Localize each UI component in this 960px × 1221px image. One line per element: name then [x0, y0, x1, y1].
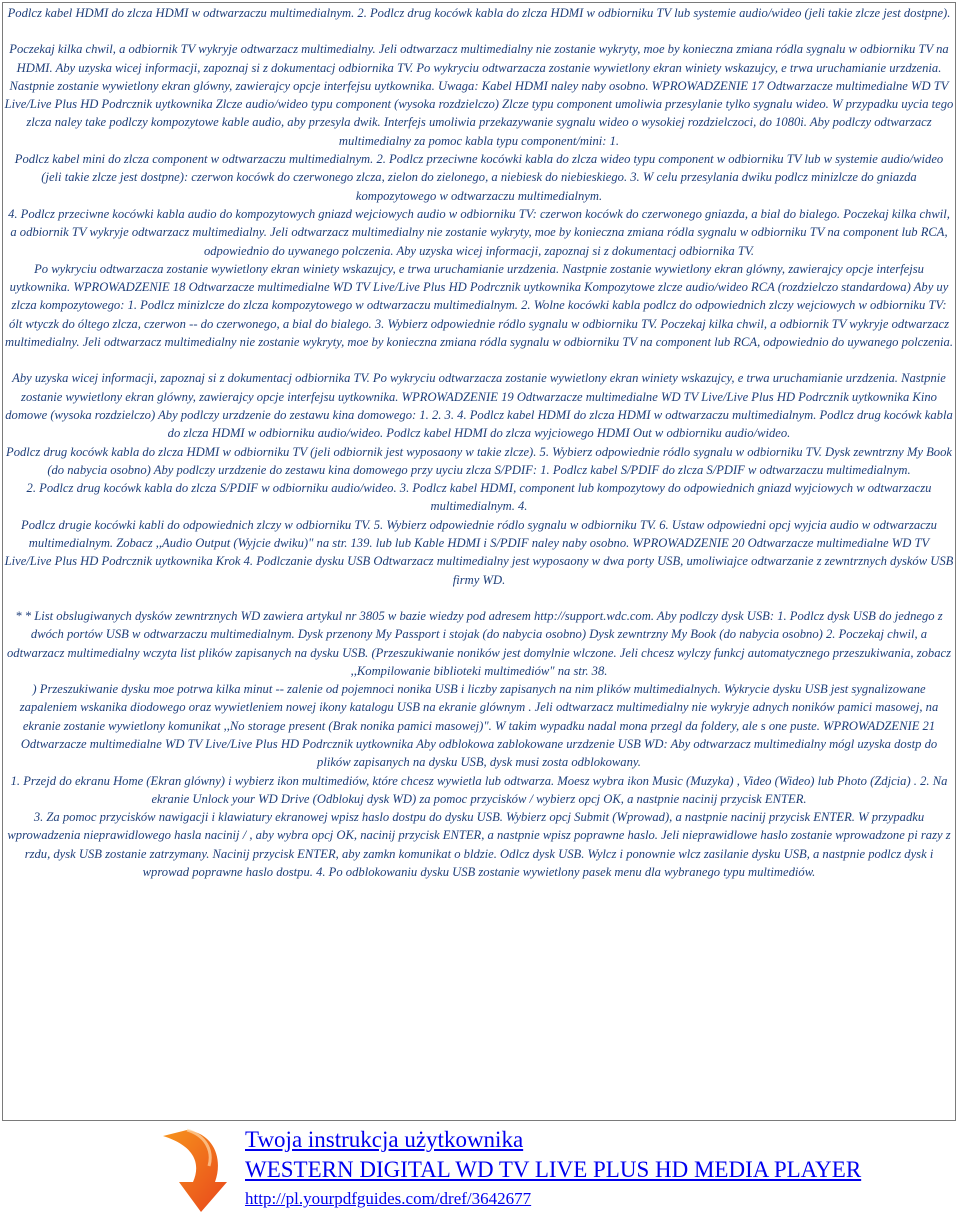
paragraph: ) Przeszukiwanie dysku moe potrwa kilka minut -- zalenie od pojemnoci nonika USB i liczby zapisanych na nim plików multimedialnych. Wykrycie dysku USB jest sygnalizowane zapaleniem wskanika diodowego oraz wywietleniem nowej ikony katalogu USB na ekranie glównym . Jeli odtwarzacz multimedialny nie wykryje adnych noników pamici masowej, na ekranie zostanie wywietlony komunikat ,,No storage present (Brak nonika pamici masowej)". W takim wypadku nadal mona przegl da foldery, ale s one puste. WPROWADZENIE 21 Odtwarzacze multimedialne WD TV Live/Live Plus HD Podrcznik uytkownika Aby odblokowa zablokowane urzdzenie USB WD: Aby odtwarzacz multimedialny mógl uzyska dostp do plików zapisanych na dysku USB, dysk musi zosta odblokowany.	[19, 682, 939, 770]
paragraph: 1. Przejd do ekranu Home (Ekran glówny) i wybierz ikon multimediów, które chcesz wywietla lub odtwarza. Moesz wybra ikon Music (Muzyka) , Video (Wideo) lub Photo (Zdjcia) . 2. Na ekranie Unlock your WD Drive (Odblokuj dysk WD) za pomoc przycisków / wybierz opcj OK, a nastpnie nacinij przycisk ENTER.	[10, 773, 948, 806]
paragraph: Podlcz kabel mini do zlcza component w odtwarzaczu multimedialnym. 2. Podlcz przeciwne kocówki kabla do zlcza wideo typu component w odbiorniku TV lub w systemie audio/wideo (jeli takie zlcze jest dostpne): czerwon kocówk do czerwonego zlcza, zielon do zielonego, a niebiesk do niebieskiego. 3. W celu przesylania dwiku podlcz minizlcze do gniazda kompozytowego w odtwarzaczu multimedialnym.	[14, 152, 944, 203]
manual-title-link[interactable]: Twoja instrukcja użytkownika	[245, 1127, 524, 1152]
paragraph: Podlcz drug kocówk kabla do zlcza HDMI w odbiorniku TV (jeli odbiornik jest wyposaony w takie zlcze). 5. Wybierz odpowiednie ródlo sygnalu w odbiorniku TV. Dysk zewntrzny My Book (do nabycia osobno) Aby podlczy urzdzenie do zestawu kina domowego przy uyciu zlcza S/PDIF: 1. Podlcz kabel S/PDIF do zlcza S/PDIF w odtwarzaczu multimedialnym.	[6, 444, 952, 477]
footer	[0, 1121, 960, 1221]
manual-text	[4, 4, 954, 881]
paragraph: Poczekaj kilka chwil, a odbiornik TV wykryje odtwarzacz multimedialny. Jeli odtwarzacz multimedialny nie zostanie wykryty, moe by konieczna zmiana ródla sygnalu w odbiorniku TV na HDMI. Aby uzyska wicej informacji, zapoznaj si z dokumentacj odbiornika TV. Po wykryciu odtwarzacza zostanie wywietlony ekran winiety wskazujcy, e trwa uruchamianie urzdzenia. Nastpnie zostanie wywietlony ekran glówny, zawierajcy opcje interfejsu uytkownika. Uwaga: Kabel HDMI naley naby osobno. WPROWADZENIE 17 Odtwarzacze multimedialne WD TV Live/Live Plus HD Podrcznik uytkownika Zlcze audio/wideo typu component (wysoka rozdzielczo) Zlcze typu component umoliwia przesylanie tylko sygnalu wideo. W przypadku uycia tego zlcza naley take podlczy kompozytowe kable audio, aby przesyla dwik. Interfejs umoliwia przekazywanie sygnalu wideo o wysokiej rozdzielczoci, do 1080i. Aby podlczy odtwarzacz multimedialny za pomoc kabla typu component/mini: 1.	[4, 42, 954, 148]
manual-url-link[interactable]: http://pl.yourpdfguides.com/dref/3642677	[245, 1189, 532, 1208]
paragraph: Aby uzyska wicej informacji, zapoznaj si z dokumentacj odbiornika TV. Po wykryciu odtwarzacza zostanie wywietlony ekran winiety wskazujcy, e trwa uruchamianie urzdzenia. Nastpnie zostanie wywietlony ekran glówny, zawierajcy opcje interfejsu uytkownika. WPROWADZENIE 19 Odtwarzacze multimedialne WD TV Live/Live Plus HD Podrcznik uytkownika Kino domowe (wysoka rozdzielczo) Aby podlczy urzdzenie do zestawu kina domowego: 1. 2. 3. 4. Podlcz kabel HDMI do zlcza HDMI w odtwarzaczu multimedialnym. Podlcz drug kocówk kabla do zlcza HDMI w odbiorniku audio/wideo. Podlcz kabel HDMI do zlcza wyjciowego HDMI Out w odbiorniku audio/wideo.	[5, 371, 953, 441]
product-name-link[interactable]: WESTERN DIGITAL WD TV LIVE PLUS HD MEDIA PLAYER	[245, 1157, 862, 1182]
pdf-arrow-icon	[157, 1126, 233, 1216]
paragraph: 2. Podlcz drug kocówk kabla do zlcza S/PDIF w odbiorniku audio/wideo. 3. Podlcz kabel HDMI, component lub kompozytowy do odpowiednich gniazd wyjciowych w odtwarzaczu multimedialnym. 4.	[26, 481, 932, 514]
paragraph: 3. Za pomoc przycisków nawigacji i klawiatury ekranowej wpisz haslo dostpu do dysku USB. Wybierz opcj Submit (Wprowad), a nastpnie nacinij przycisk ENTER. W przypadku wprowadzenia nieprawidlowego hasla nacinij / , aby wybra opcj OK, nacinij przycisk ENTER, a nastpnie wpisz poprawne haslo. Jeli nieprawidlowe haslo zostanie wprowadzone pi razy z rzdu, dysk USB zostanie zatrzymany. Nacinij przycisk ENTER, aby zamkn komunikat o bldzie. Odlcz dysk USB. Wylcz i ponownie wlcz zasilanie dysku USB, a nastpnie podlcz dysk i wprowad poprawne haslo dostpu. 4. Po odblokowaniu dysku USB zostanie wywietlony pasek menu dla wybranego typu multimediów.	[7, 810, 951, 880]
paragraph: 4. Podlcz przeciwne kocówki kabla audio do kompozytowych gniazd wejciowych audio w odbiorniku TV: czerwon kocówk do czerwonego gniazda, a bial do bialego. Poczekaj kilka chwil, a odbiornik TV wykryje odtwarzacz multimedialny. Jeli odtwarzacz multimedialny nie zostanie wykryty, moe by konieczna zmiana ródla sygnalu w odbiorniku TV na component lub RCA, odpowiednio do uywanego polczenia. Aby uzyska wicej informacji, zapoznaj si z dokumentacj odbiornika TV.	[8, 206, 950, 258]
paragraph: Podlcz kabel HDMI do zlcza HDMI w odtwarzaczu multimedialnym. 2. Podlcz drug kocówk kabla do zlcza HDMI w odbiorniku TV lub systemie audio/wideo (jeli takie zlcze jest dostpne).	[7, 6, 951, 20]
paragraph: Podlcz drugie kocówki kabli do odpowiednich zlczy w odbiorniku TV. 5. Wybierz odpowiednie ródlo sygnalu w odbiorniku TV. 6. Ustaw odpowiedni opcj wyjcia audio w odtwarzaczu multimedialnym. Zobacz ,,Audio Output (Wyjcie dwiku)" na str. 139. lub lub Kable HDMI i S/PDIF naley naby osobno. WPROWADZENIE 20 Odtwarzacze multimedialne WD TV Live/Live Plus HD Podrcznik uytkownika Krok 4. Podlczanie dysku USB Odtwarzacz multimedialny jest wyposaony w dwa porty USB, umoliwiajce odtwarzanie z zewntrznych dysków USB firmy WD.	[4, 517, 954, 587]
paragraph: Po wykryciu odtwarzacza zostanie wywietlony ekran winiety wskazujcy, e trwa uruchamianie urzdzenia. Nastpnie zostanie wywietlony ekran glówny, zawierajcy opcje interfejsu uytkownika. WPROWADZENIE 18 Odtwarzacze multimedialne WD TV Live/Live Plus HD Podrcznik uytkownika Kompozytowe zlcze audio/wideo RCA (rozdzielczo standardowa) Aby uy zlcza kompozytowego: 1. Podlcz minizlcze do zlcza kompozytowego w odtwarzaczu multimedialnym. 2. Wolne kocówki kabla podlcz do odpowiednich zlczy wejciowych w odbiorniku TV: ólt wtyczk do óltego zlcza, czerwon -- do czerwonego, a bial do bialego. 3. Wybierz odpowiednie ródlo sygnalu w odbiorniku TV. Poczekaj kilka chwil, a odbiornik TV wykryje odtwarzacz multimedialny. Jeli odtwarzacz multimedialny nie zostanie wykryty, moe by konieczna zmiana ródla sygnalu w odbiorniku TV na component lub RCA, odpowiednio do uywanego polczenia.	[4, 261, 954, 350]
paragraph: * * List obslugiwanych dysków zewntrznych WD zawiera artykul nr 3805 w bazie wiedzy pod adresem http://support.wdc.com. Aby podlczy dysk USB: 1. Podlcz dysk USB do jednego z dwóch portów USB w odtwarzaczu multimedialnym. Dysk przenony My Passport i stojak (do nabycia osobno) Dysk zewntrzny My Book (do nabycia osobno) 2. Poczekaj chwil, a odtwarzacz multimedialny wczyta list plików zapisanych na dysku USB. (Przeszukiwanie noników jest domylnie wlczone. Jeli chcesz wylczy funkcj automatycznego przeszukiwania, zobacz ,,Kompilowanie biblioteki multimediów" na str. 38.	[6, 608, 952, 678]
